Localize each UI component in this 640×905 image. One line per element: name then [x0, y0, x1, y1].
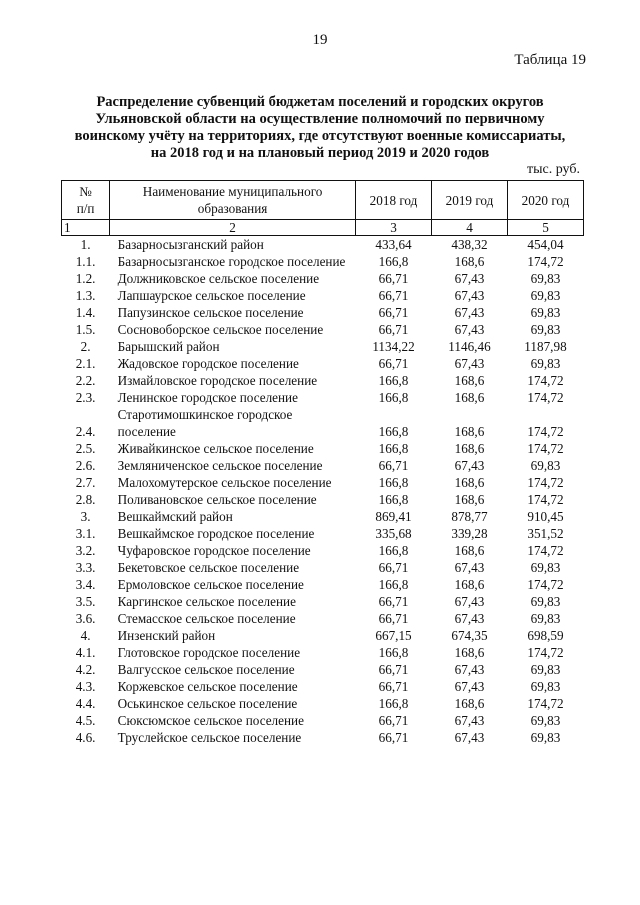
row-name: Труслейское сельское поселение	[117, 730, 302, 745]
table-row	[62, 661, 584, 678]
row-name: Оськинское сельское поселение	[117, 696, 298, 711]
value-2020: 69,83	[530, 356, 561, 371]
value-2018: 335,68	[375, 526, 412, 541]
value-2018: 166,8	[378, 254, 409, 269]
value-2018: 66,71	[378, 611, 409, 626]
value-2020: 174,72	[527, 441, 564, 456]
table-row	[62, 627, 584, 644]
value-2020: 69,83	[530, 322, 561, 337]
value-2018: 66,71	[378, 679, 409, 694]
row-name: Глотовское городское поселение	[117, 645, 301, 660]
row-name: Базарносызганский район	[117, 237, 264, 252]
header-number-line2: п/п	[76, 201, 95, 216]
value-2020: 1187,98	[524, 339, 567, 354]
row-name: Поливановское сельское поселение	[117, 492, 317, 507]
value-2019: 67,43	[454, 730, 485, 745]
row-name: Сосновоборское сельское поселение	[117, 322, 324, 337]
value-2019: 168,6	[454, 645, 485, 660]
table-body	[62, 236, 584, 747]
value-2019: 67,43	[454, 322, 485, 337]
value-2018: 66,71	[378, 305, 409, 320]
row-name: Базарносызганское городское поселение	[117, 254, 346, 269]
row-number: 3.5.	[75, 594, 96, 609]
row-name: Ленинское городское поселение	[117, 390, 298, 405]
value-2018: 66,71	[378, 271, 409, 286]
row-name: Лапшаурское сельское поселение	[117, 288, 306, 303]
value-2020: 174,72	[527, 254, 564, 269]
units-label: тыс. руб.	[527, 162, 580, 177]
table-row	[62, 474, 584, 491]
subsidy-table	[61, 180, 584, 746]
row-number: 4.1.	[75, 645, 96, 660]
value-2020: 69,83	[530, 305, 561, 320]
row-number: 3.4.	[75, 577, 96, 592]
value-2018: 66,71	[378, 713, 409, 728]
row-number: 2.7.	[75, 475, 96, 490]
value-2018: 166,8	[378, 696, 409, 711]
value-2019: 168,6	[454, 373, 485, 388]
table-row	[62, 508, 584, 525]
table-row	[62, 678, 584, 695]
value-2020: 69,83	[530, 730, 561, 745]
row-name: Каргинское сельское поселение	[117, 594, 296, 609]
row-number: 3.3.	[75, 560, 96, 575]
value-2020: 69,83	[530, 560, 561, 575]
value-2020: 174,72	[527, 373, 564, 388]
table-row	[62, 457, 584, 474]
value-2018: 66,71	[378, 288, 409, 303]
value-2018: 166,8	[378, 390, 409, 405]
value-2018: 166,8	[378, 424, 409, 439]
value-2020: 174,72	[527, 543, 564, 558]
table-row	[62, 712, 584, 729]
table-header-row	[62, 181, 584, 220]
value-2018: 1134,22	[372, 339, 415, 354]
row-number: 2.8.	[75, 492, 96, 507]
table-label: Таблица 19	[514, 52, 586, 68]
column-number: 5	[507, 220, 583, 236]
column-number-row	[62, 220, 584, 236]
table-row	[62, 525, 584, 542]
value-2020: 69,83	[530, 662, 561, 677]
value-2018: 66,71	[378, 458, 409, 473]
value-2018: 166,8	[378, 543, 409, 558]
value-2019: 168,6	[454, 254, 485, 269]
value-2020: 69,83	[530, 594, 561, 609]
row-name: Малохомутерское сельское поселение	[117, 475, 332, 490]
row-name: Земляниченское сельское поселение	[117, 458, 323, 473]
table-row	[62, 253, 584, 270]
value-2018: 166,8	[378, 492, 409, 507]
value-2020: 351,52	[527, 526, 564, 541]
value-2019: 168,6	[454, 424, 485, 439]
value-2020: 698,59	[527, 628, 564, 643]
row-number: 4.2.	[75, 662, 96, 677]
row-number: 4.4.	[75, 696, 96, 711]
value-2018: 869,41	[375, 509, 412, 524]
row-name: Измайловское городское поселение	[117, 373, 318, 388]
row-name: Вешкаймский район	[117, 509, 233, 524]
row-name: Чуфаровское городское поселение	[117, 543, 311, 558]
value-2020: 454,04	[527, 237, 564, 252]
value-2019: 67,43	[454, 560, 485, 575]
value-2019: 67,43	[454, 713, 485, 728]
value-2020: 69,83	[530, 458, 561, 473]
row-number: 2.4.	[75, 424, 96, 439]
value-2018: 66,71	[378, 662, 409, 677]
table-row	[62, 287, 584, 304]
row-number: 1.	[80, 237, 91, 252]
value-2018: 66,71	[378, 322, 409, 337]
value-2019: 67,43	[454, 679, 485, 694]
header-number-line1: №	[79, 184, 92, 199]
column-number: 3	[356, 220, 432, 236]
value-2018: 166,8	[378, 373, 409, 388]
value-2019: 67,43	[454, 271, 485, 286]
value-2019: 674,35	[451, 628, 488, 643]
table-row	[62, 542, 584, 559]
value-2019: 168,6	[454, 696, 485, 711]
value-2019: 168,6	[454, 441, 485, 456]
header-2019: 2019 год	[432, 181, 508, 220]
table-row	[62, 389, 584, 406]
table-row	[62, 576, 584, 593]
row-number: 4.	[80, 628, 91, 643]
table-row	[62, 695, 584, 712]
row-number: 1.2.	[75, 271, 96, 286]
value-2018: 166,8	[378, 645, 409, 660]
table-row	[62, 593, 584, 610]
value-2018: 66,71	[378, 730, 409, 745]
value-2020: 69,83	[530, 271, 561, 286]
value-2019: 878,77	[451, 509, 488, 524]
table-row	[62, 610, 584, 627]
value-2018: 66,71	[378, 594, 409, 609]
table-row	[62, 270, 584, 287]
table-row	[62, 491, 584, 508]
row-number: 4.3.	[75, 679, 96, 694]
value-2019: 67,43	[454, 458, 485, 473]
table-row	[62, 372, 584, 389]
row-number: 1.5.	[75, 322, 96, 337]
row-number: 2.1.	[75, 356, 96, 371]
row-name: Сюксюмское сельское поселение	[117, 713, 304, 728]
value-2019: 67,43	[454, 288, 485, 303]
title-line: Ульяновской области на осуществление полномочий по первичному	[95, 111, 545, 127]
value-2019: 438,32	[451, 237, 488, 252]
row-number: 3.2.	[75, 543, 96, 558]
row-name: Ермоловское сельское поселение	[117, 577, 304, 592]
header-name: Наименование муниципального образования	[110, 181, 356, 220]
row-name: Папузинское сельское поселение	[117, 305, 304, 320]
row-name: Барышский район	[117, 339, 220, 354]
value-2019: 339,28	[451, 526, 488, 541]
value-2018: 166,8	[378, 475, 409, 490]
row-number: 2.2.	[75, 373, 96, 388]
value-2019: 168,6	[454, 492, 485, 507]
row-name: Валгусское сельское поселение	[117, 662, 295, 677]
value-2018: 667,15	[375, 628, 412, 643]
header-number	[62, 181, 110, 220]
row-number: 2.6.	[75, 458, 96, 473]
value-2020: 174,72	[527, 645, 564, 660]
value-2018: 166,8	[378, 441, 409, 456]
value-2019: 67,43	[454, 594, 485, 609]
title-line: Распределение субвенций бюджетам поселений и городских округов	[96, 94, 544, 110]
value-2020: 69,83	[530, 713, 561, 728]
table-row	[62, 338, 584, 355]
row-name: Жадовское городское поселение	[117, 356, 299, 371]
table-row	[62, 236, 584, 254]
value-2018: 66,71	[378, 560, 409, 575]
value-2020: 910,45	[527, 509, 564, 524]
value-2019: 168,6	[454, 543, 485, 558]
value-2018: 166,8	[378, 577, 409, 592]
value-2019: 67,43	[454, 356, 485, 371]
row-number: 1.4.	[75, 305, 96, 320]
row-number: 2.	[80, 339, 91, 354]
value-2019: 168,6	[454, 475, 485, 490]
row-number: 1.3.	[75, 288, 96, 303]
table-row	[62, 559, 584, 576]
row-name: Инзенский район	[117, 628, 216, 643]
value-2019: 67,43	[454, 305, 485, 320]
page-number: 19	[312, 32, 328, 48]
row-number: 3.1.	[75, 526, 96, 541]
table-row	[62, 406, 584, 440]
value-2019: 168,6	[454, 577, 485, 592]
row-number: 1.1.	[75, 254, 96, 269]
row-name: Вешкаймское городское поселение	[117, 526, 315, 541]
value-2020: 174,72	[527, 390, 564, 405]
title-line: воинскому учёту на территориях, где отсутствуют военные комиссариаты,	[74, 128, 566, 144]
document-title	[60, 94, 580, 162]
header-2018: 2018 год	[356, 181, 432, 220]
value-2020: 174,72	[527, 577, 564, 592]
column-number: 2	[110, 220, 356, 236]
column-number: 4	[432, 220, 508, 236]
value-2020: 174,72	[527, 492, 564, 507]
value-2018: 433,64	[375, 237, 412, 252]
title-line: на 2018 год и на плановый период 2019 и 2020 годов	[150, 145, 490, 161]
row-name: Стемасское сельское поселение	[117, 611, 296, 626]
table-row	[62, 321, 584, 338]
row-number: 4.5.	[75, 713, 96, 728]
row-number: 2.3.	[75, 390, 96, 405]
row-name: Старотимошкинское городское поселение	[117, 407, 293, 439]
table-row	[62, 440, 584, 457]
value-2019: 168,6	[454, 390, 485, 405]
table-row	[62, 355, 584, 372]
value-2020: 69,83	[530, 611, 561, 626]
row-name: Бекетовское сельское поселение	[117, 560, 300, 575]
table-row	[62, 729, 584, 746]
row-number: 3.	[80, 509, 91, 524]
value-2020: 174,72	[527, 696, 564, 711]
value-2019: 67,43	[454, 662, 485, 677]
table-row	[62, 644, 584, 661]
row-number: 2.5.	[75, 441, 96, 456]
value-2020: 174,72	[527, 475, 564, 490]
value-2020: 69,83	[530, 679, 561, 694]
value-2019: 1146,46	[448, 339, 491, 354]
row-name: Должниковское сельское поселение	[117, 271, 320, 286]
value-2020: 174,72	[527, 424, 564, 439]
header-2020: 2020 год	[507, 181, 583, 220]
value-2020: 69,83	[530, 288, 561, 303]
row-number: 3.6.	[75, 611, 96, 626]
row-name: Коржевское сельское поселение	[117, 679, 298, 694]
column-number: 1	[62, 220, 110, 236]
value-2018: 66,71	[378, 356, 409, 371]
value-2019: 67,43	[454, 611, 485, 626]
row-number: 4.6.	[75, 730, 96, 745]
table-row	[62, 304, 584, 321]
row-name: Живайкинское сельское поселение	[117, 441, 314, 456]
